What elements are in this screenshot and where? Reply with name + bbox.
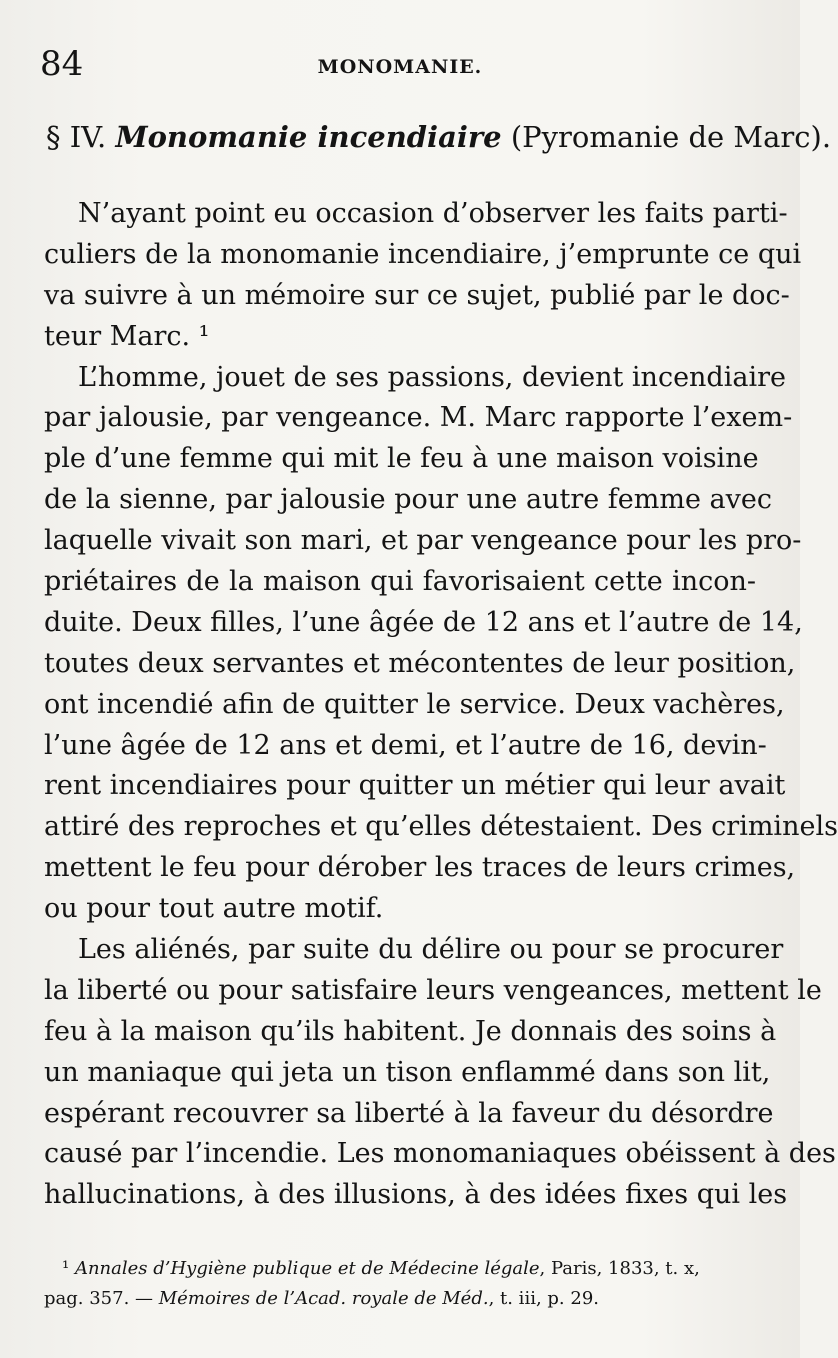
- text-line: L’homme, jouet de ses passions, devient incendiaire: [78, 361, 786, 393]
- text-line: attiré des reproches et qu’elles détestaient. Des criminels: [44, 811, 838, 843]
- text-line: priétaires de la maison qui favorisaient cette incon-: [44, 566, 756, 598]
- footnote-source-title: Annales d’Hygiène publique et de Médecine légale: [74, 1258, 540, 1279]
- footnote-citation: pag. 357. —: [44, 1288, 159, 1309]
- text-line: la liberté ou pour satisfaire leurs vengeances, mettent le: [44, 974, 822, 1006]
- body-text: [44, 194, 838, 1216]
- text-line: va suivre à un mémoire sur ce sujet, publié par le doc-: [44, 279, 790, 311]
- text-line: causé par l’incendie. Les monomaniaques obéissent à des: [44, 1138, 836, 1170]
- paragraph-3: [44, 930, 836, 1216]
- text-line: duite. Deux filles, l’une âgée de 12 ans et l’autre de 14,: [44, 606, 803, 638]
- text-line: ou pour tout autre motif.: [44, 893, 384, 925]
- text-line: N’ayant point eu occasion d’observer les faits parti-: [78, 198, 788, 229]
- paragraph-1: [44, 194, 802, 358]
- text-line: rent incendiaires pour quitter un métier qui leur avait: [44, 770, 786, 802]
- text-line: espérant recouvrer sa liberté à la faveur du désordre: [44, 1097, 774, 1129]
- running-head: MONOMANIE.: [317, 56, 483, 78]
- text-line: ple d’une femme qui mit le feu à une maison voisine: [44, 443, 759, 475]
- section-heading: [46, 120, 832, 154]
- text-line: feu à la maison qu’ils habitent. Je donnais des soins à: [44, 1015, 777, 1047]
- footnote-citation: , Paris, 1833, t. x,: [539, 1258, 700, 1279]
- page-header: [40, 44, 760, 88]
- section-marker: § IV.: [46, 120, 107, 154]
- text-line: laquelle vivait son mari, et par vengeance pour les pro-: [44, 525, 802, 557]
- text-line: ont incendié afin de quitter le service. Deux vachères,: [44, 688, 785, 720]
- text-line: l’une âgée de 12 ans et demi, et l’autre de 16, devin-: [44, 729, 767, 761]
- text-line: de la sienne, par jalousie pour une autre femme avec: [44, 484, 772, 516]
- text-line: toutes deux servantes et mécontentes de leur position,: [44, 647, 796, 679]
- paragraph-2: [44, 358, 838, 930]
- footnote-source-title: Mémoires de l’Acad. royale de Méd.: [158, 1288, 489, 1309]
- footnote-citation: , t. iii, p. 29.: [488, 1288, 599, 1309]
- page-number: 84: [40, 44, 84, 84]
- text-line: hallucinations, à des illusions, à des idées fixes qui les: [44, 1179, 788, 1211]
- text-line: un maniaque qui jeta un tison enflammé dans son lit,: [44, 1056, 771, 1088]
- text-line: mettent le feu pour dérober les traces de leurs crimes,: [44, 852, 796, 884]
- text-line: par jalousie, par vengeance. M. Marc rapporte l’exem-: [44, 402, 793, 434]
- text-line: culiers de la monomanie incendiaire, j’emprunte ce qui: [44, 238, 802, 270]
- footnote: [44, 1254, 756, 1314]
- text-line: teur Marc. ¹: [44, 320, 210, 352]
- section-title-rest: (Pyromanie de Marc).: [510, 120, 832, 154]
- footnote-marker: ¹: [62, 1258, 70, 1279]
- section-title-italic: Monomanie incendiaire: [115, 120, 502, 154]
- text-line: Les aliénés, par suite du délire ou pour se procurer: [78, 934, 784, 966]
- footnote-line: [44, 1284, 756, 1314]
- footnote-line: [44, 1254, 756, 1284]
